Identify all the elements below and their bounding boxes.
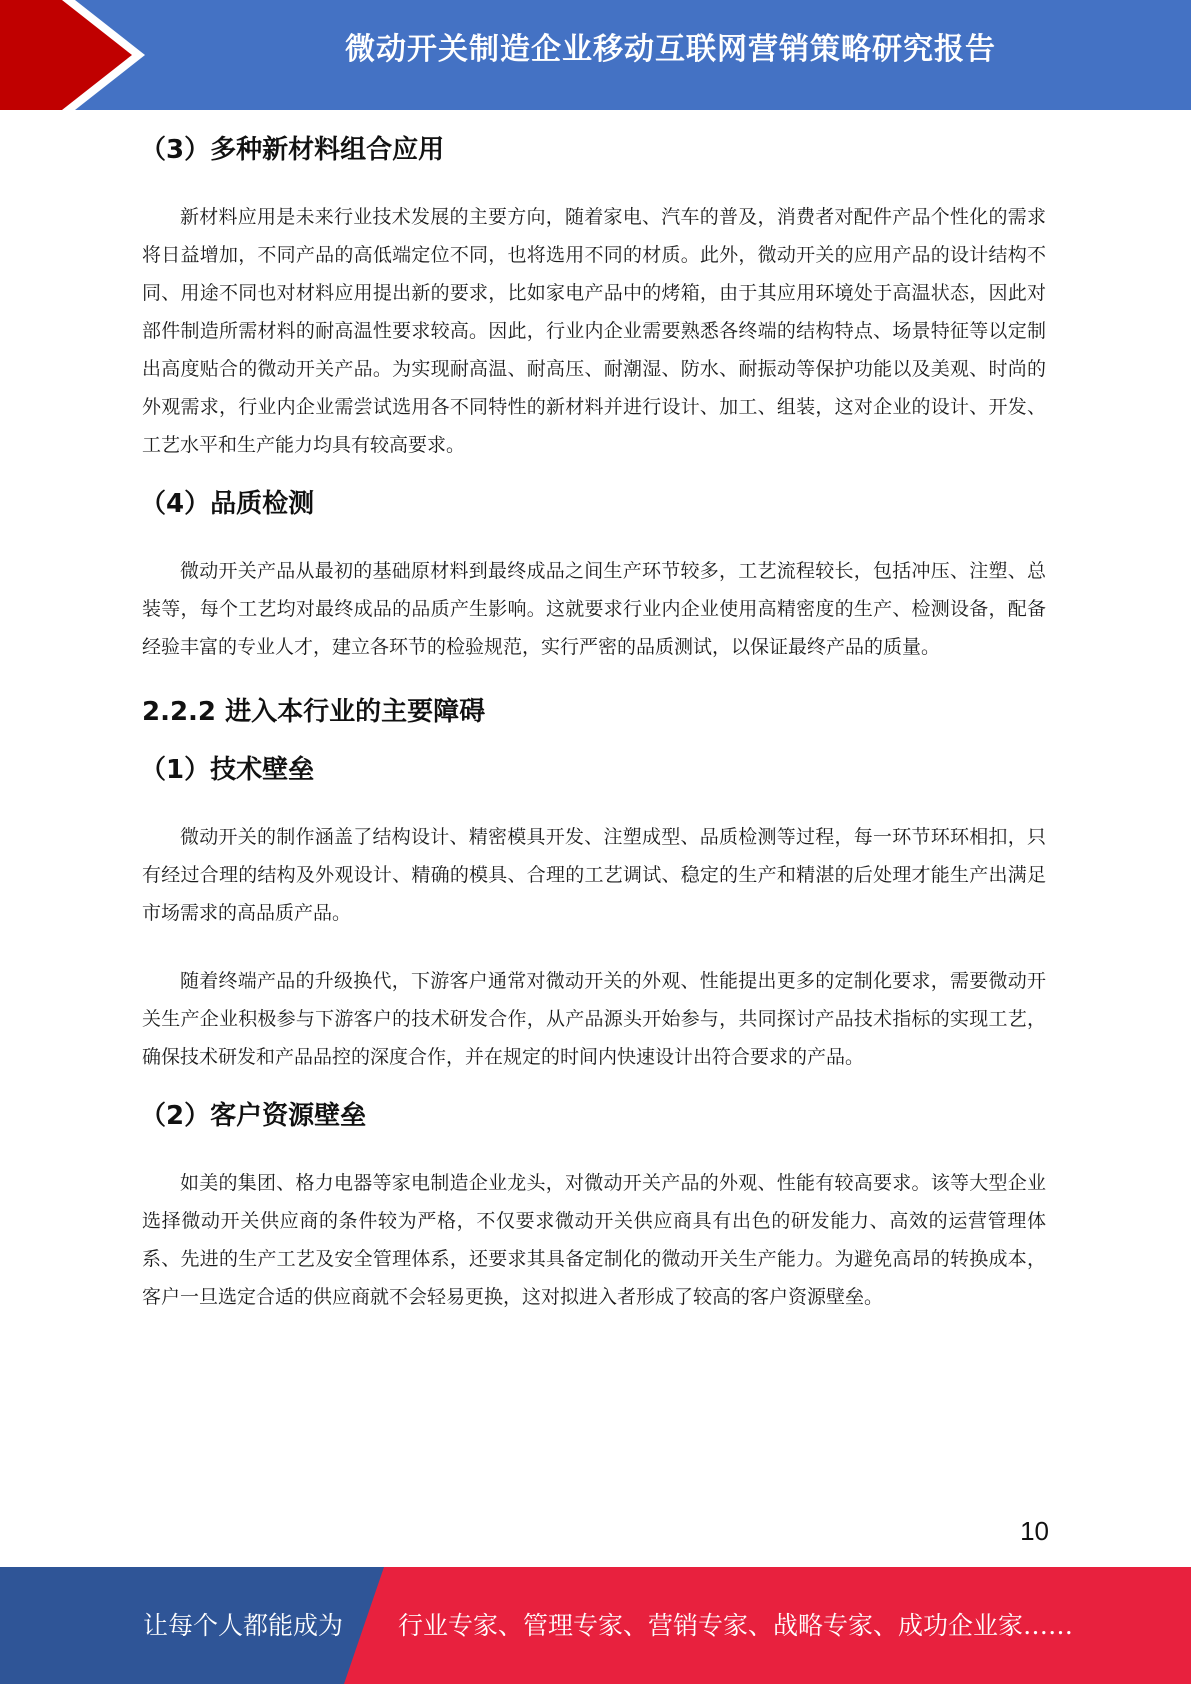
paragraph-customer-barrier: 如美的集团、格力电器等家电制造企业龙头，对微动开关产品的外观、性能有较高要求。该等大型企业选择微动开关供应商的条件较为严格，不仅要求微动开关供应商具有出色的研发能力、高效的运营管理体系、先进的生产工艺及安全管理体系，还要求其具备定制化的微动开关生产能力。为避免高昂的转换成本，客户一旦选定合适的供应商就不会轻易更换，这对拟进入者形成了较高的客户资源壁垒。 xyxy=(142,1172,1046,1308)
page-header xyxy=(0,0,1191,110)
section-heading-3: （3）多种新材料组合应用 xyxy=(140,135,445,165)
page-footer xyxy=(0,1567,1191,1684)
paragraph-tech-barrier-1: 微动开关的制作涵盖了结构设计、精密模具开发、注塑成型、品质检测等过程，每一环节环环相扣，只有经过合理的结构及外观设计、精确的模具、合理的工艺调试、稳定的生产和精湛的后处理才能生产出满足市场需求的高品质产品。 xyxy=(142,826,1046,924)
barrier-heading-2: （2）客户资源壁垒 xyxy=(140,1101,367,1131)
page-number: 10 xyxy=(1020,1516,1049,1546)
paragraph-new-materials: 新材料应用是未来行业技术发展的主要方向，随着家电、汽车的普及，消费者对配件产品个性化的需求将日益增加，不同产品的高低端定位不同，也将选用不同的材质。此外，微动开关的应用产品的设计结构不同、用途不同也对材料应用提出新的要求，比如家电产品中的烤箱，由于其应用环境处于高温状态，因此对部件制造所需材料的耐高温性要求较高。因此，行业内企业需要熟悉各终端的结构特点、场景特征等以定制出高度贴合的微动开关产品。为实现耐高温、耐高压、耐潮湿、防水、耐振动等保护功能以及美观、时尚的外观需求，行业内企业需尝试选用各不同特性的新材料并进行设计、加工、组装，这对企业的设计、开发、工艺水平和生产能力均具有较高要求。 xyxy=(142,206,1046,456)
subsection-heading-2-2-2: 2.2.2 进入本行业的主要障碍 xyxy=(142,697,486,727)
page-content xyxy=(142,110,1046,1316)
paragraph-tech-barrier-2: 随着终端产品的升级换代，下游客户通常对微动开关的外观、性能提出更多的定制化要求，需要微动开关生产企业积极参与下游客户的技术研发合作，从产品源头开始参与，共同探讨产品技术指标的实现工艺，确保技术研发和产品品控的深度合作，并在规定的时间内快速设计出符合要求的产品。 xyxy=(142,970,1046,1068)
section-heading-4: （4）品质检测 xyxy=(140,489,315,519)
paragraph-quality-inspection: 微动开关产品从最初的基础原材料到最终成品之间生产环节较多，工艺流程较长，包括冲压、注塑、总装等，每个工艺均对最终成品的品质产生影响。这就要求行业内企业使用高精密度的生产、检测设备，配备经验丰富的专业人才，建立各环节的检验规范，实行严密的品质测试，以保证最终产品的质量。 xyxy=(142,560,1046,658)
barrier-heading-1: （1）技术壁垒 xyxy=(140,755,315,785)
footer-slogan-left: 让每个人都能成为 xyxy=(143,1611,344,1640)
report-title: 微动开关制造企业移动互联网营销策略研究报告 xyxy=(345,32,996,67)
footer-slogan-right: 行业专家、管理专家、营销专家、战略专家、成功企业家…… xyxy=(398,1611,1074,1640)
